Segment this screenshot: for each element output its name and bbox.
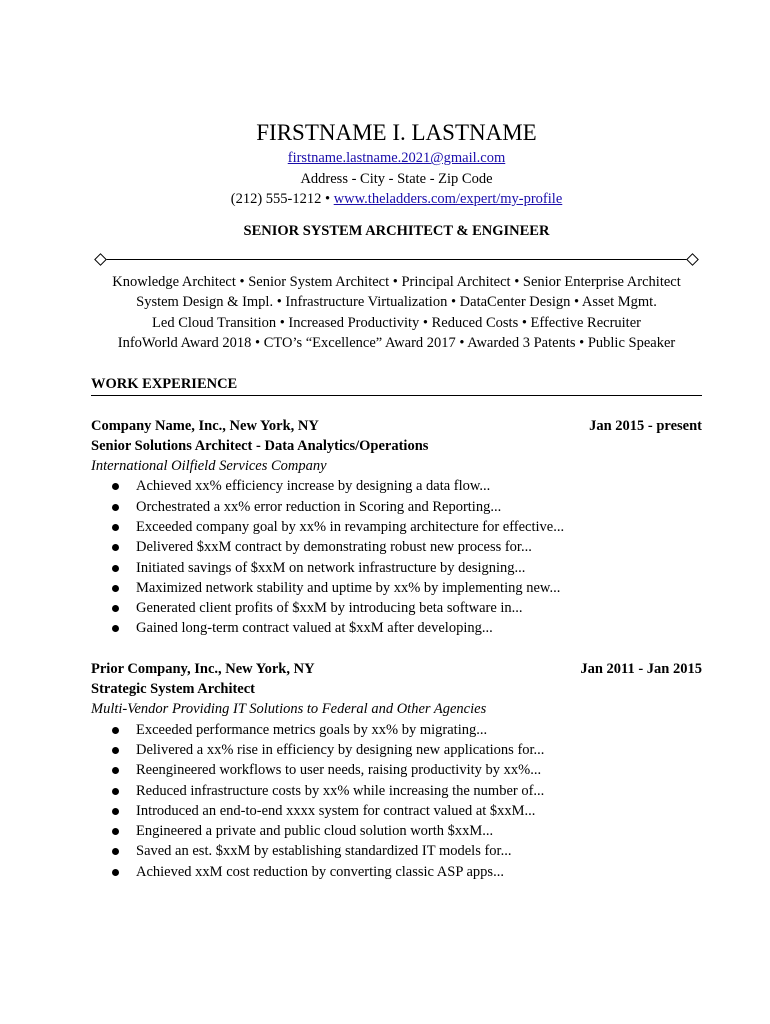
- achievement-item: Saved an est. $xxM by establishing standardized IT models for...: [91, 841, 702, 861]
- candidate-name: FIRSTNAME I. LASTNAME: [256, 120, 537, 145]
- achievement-item: Exceeded performance metrics goals by xx% by migrating...: [91, 720, 702, 740]
- bullet-icon: [112, 483, 119, 490]
- separator-dot: •: [321, 191, 334, 207]
- company-name: Company Name, Inc., New York, NY: [91, 417, 319, 434]
- achievement-item: Orchestrated a xx% error reduction in Scoring and Reporting...: [91, 497, 702, 517]
- profile-link[interactable]: www.theladders.com/expert/my-profile: [333, 191, 563, 207]
- company-description: International Oilfield Services Company: [91, 458, 327, 475]
- bullet-icon: [112, 788, 119, 795]
- skills-line: Led Cloud Transition • Increased Productivity • Reduced Costs • Effective Recruiter: [152, 314, 641, 331]
- achievement-item: Delivered a xx% rise in efficiency by designing new applications for...: [91, 740, 702, 760]
- phone-profile-line: [91, 189, 702, 210]
- skills-line: System Design & Impl. • Infrastructure Virtualization • DataCenter Design • Asset Mgmt.: [136, 294, 657, 310]
- bullet-icon: [112, 605, 119, 612]
- achievement-list: [91, 720, 702, 882]
- phone-number: (212) 555-1212: [230, 191, 322, 207]
- company-name: Prior Company, Inc., New York, NY: [91, 660, 315, 677]
- bullet-icon: [112, 808, 119, 815]
- bullet-icon: [112, 747, 119, 754]
- diamond-left-icon: [94, 253, 107, 266]
- job-role: Strategic System Architect: [91, 681, 256, 698]
- achievement-item: Gained long-term contract valued at $xxM after developing...: [91, 618, 702, 638]
- achievement-item: Reengineered workflows to user needs, raising productivity by xx%...: [91, 760, 702, 780]
- job-entry: [91, 416, 702, 639]
- bullet-icon: [112, 504, 119, 511]
- bullet-icon: [112, 767, 119, 774]
- achievement-item: Reduced infrastructure costs by xx% while increasing the number of...: [91, 781, 702, 801]
- job-entry: [91, 659, 702, 882]
- bullet-icon: [112, 727, 119, 734]
- achievement-item: Introduced an end-to-end xxxx system for contract valued at $xxM...: [91, 801, 702, 821]
- bullet-icon: [112, 869, 119, 876]
- resume-page: [91, 118, 702, 882]
- diamond-divider: [97, 254, 696, 266]
- job-title: SENIOR SYSTEM ARCHITECT & ENGINEER: [243, 222, 550, 239]
- bullet-icon: [112, 585, 119, 592]
- achievement-item: Initiated savings of $xxM on network infrastructure by designing...: [91, 558, 702, 578]
- skills-line: InfoWorld Award 2018 • CTO’s “Excellence” Award 2017 • Awarded 3 Patents • Public Speaker: [117, 335, 676, 351]
- job-dates: Jan 2015 - present: [589, 417, 702, 434]
- achievement-item: Maximized network stability and uptime by xx% by implementing new...: [91, 578, 702, 598]
- bullet-icon: [112, 625, 119, 632]
- achievement-item: Achieved xx% efficiency increase by designing a data flow...: [91, 476, 702, 496]
- skills-line: Knowledge Architect • Senior System Architect • Principal Architect • Senior Enterprise Architect: [112, 273, 681, 290]
- achievement-item: Generated client profits of $xxM by introducing beta software in...: [91, 598, 702, 618]
- work-experience-heading: WORK EXPERIENCE: [91, 374, 702, 396]
- diamond-right-icon: [686, 253, 699, 266]
- bullet-icon: [112, 544, 119, 551]
- achievement-item: Exceeded company goal by xx% in revamping architecture for effective...: [91, 517, 702, 537]
- achievement-list: [91, 476, 702, 638]
- skills-summary: [91, 272, 702, 354]
- bullet-icon: [112, 828, 119, 835]
- bullet-icon: [112, 848, 119, 855]
- bullet-icon: [112, 524, 119, 531]
- resume-header: [91, 118, 702, 241]
- address-line: Address - City - State - Zip Code: [300, 170, 493, 187]
- job-dates: Jan 2011 - Jan 2015: [580, 660, 702, 677]
- bullet-icon: [112, 565, 119, 572]
- achievement-item: Engineered a private and public cloud solution worth $xxM...: [91, 821, 702, 841]
- company-description: Multi-Vendor Providing IT Solutions to Federal and Other Agencies: [91, 701, 487, 718]
- job-role: Senior Solutions Architect - Data Analytics/Operations: [91, 437, 429, 454]
- email-link[interactable]: firstname.lastname.2021@gmail.com: [287, 150, 506, 166]
- achievement-item: Achieved xxM cost reduction by converting classic ASP apps...: [91, 862, 702, 882]
- achievement-item: Delivered $xxM contract by demonstrating robust new process for...: [91, 537, 702, 557]
